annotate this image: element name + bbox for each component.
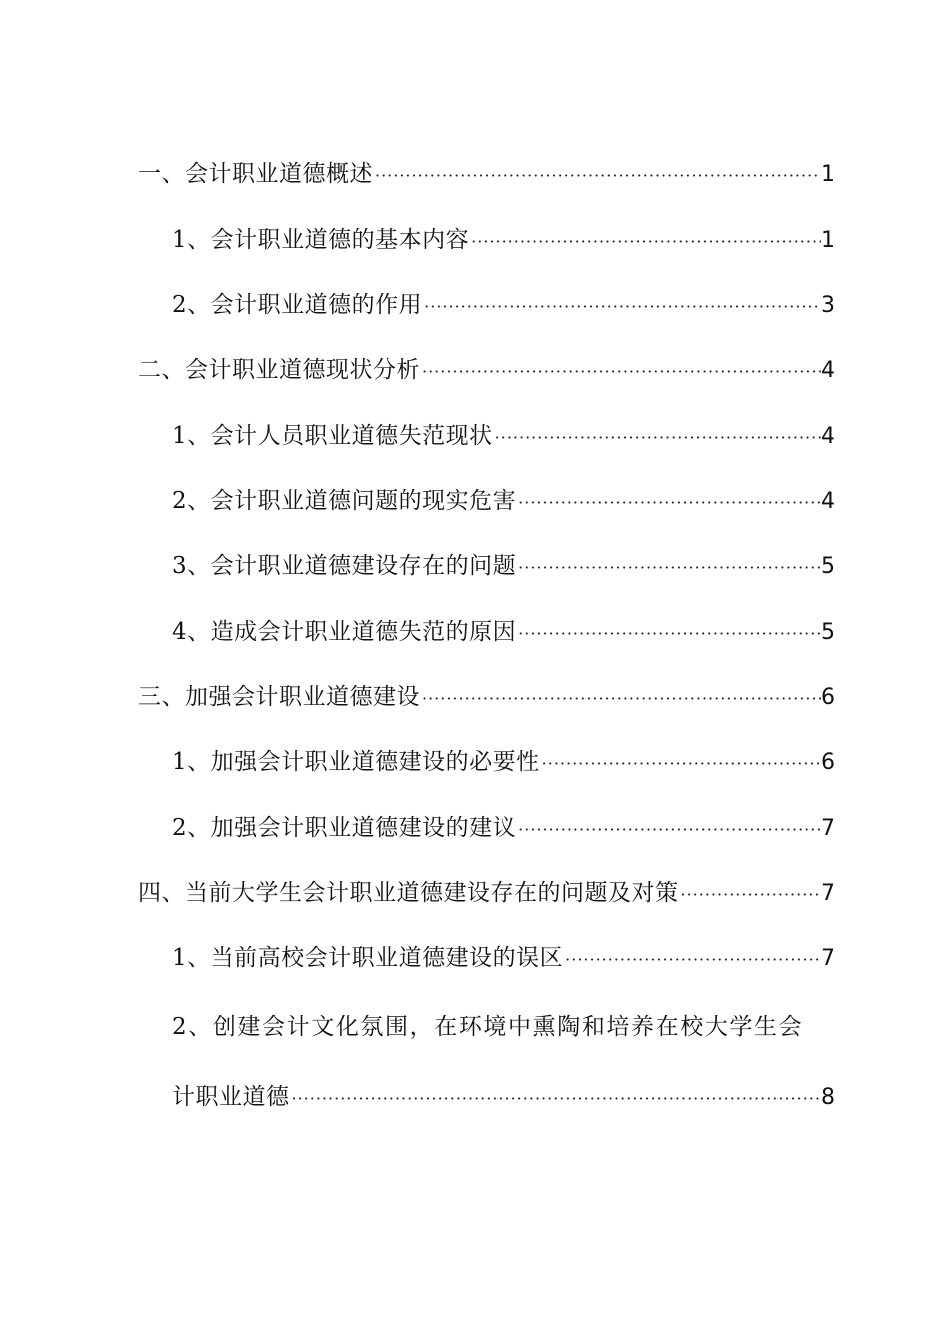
toc-entry-3-1[interactable] xyxy=(172,746,835,780)
toc-entry-1-1[interactable] xyxy=(172,224,835,258)
toc-entry-title: 1、会计职业道德的基本内容 xyxy=(172,227,470,253)
dot-leader xyxy=(420,683,821,715)
dot-leader xyxy=(516,618,821,650)
toc-entry-section-3[interactable] xyxy=(138,681,835,715)
toc-page-number: 1 xyxy=(821,162,835,187)
dot-leader xyxy=(679,879,822,911)
toc-page-number: 4 xyxy=(821,424,835,449)
toc-entry-title: 四、当前大学生会计职业道德建设存在的问题及对策 xyxy=(138,880,679,906)
toc-page-number: 6 xyxy=(821,685,835,710)
dot-leader xyxy=(540,748,821,780)
toc-entry-2-2[interactable] xyxy=(172,485,835,519)
toc-entry-title: 1、会计人员职业道德失范现状 xyxy=(172,423,493,449)
toc-page-number: 1 xyxy=(821,228,835,253)
dot-leader xyxy=(373,160,821,192)
toc-entry-title: 2、会计职业道德问题的现实危害 xyxy=(172,488,517,514)
toc-entry-title-continued: 计职业道德 xyxy=(172,1084,290,1110)
toc-page-number: 3 xyxy=(821,293,835,318)
toc-entry-4-2-line-2[interactable] xyxy=(172,1081,835,1115)
dot-leader xyxy=(516,552,821,584)
toc-entry-section-4[interactable] xyxy=(138,877,835,911)
dot-leader xyxy=(516,814,821,846)
dot-leader xyxy=(422,291,821,323)
toc-entry-title: 1、加强会计职业道德建设的必要性 xyxy=(172,749,540,775)
dot-leader xyxy=(469,226,821,258)
dot-leader xyxy=(493,422,821,454)
toc-entry-2-1[interactable] xyxy=(172,420,835,454)
toc-entry-section-1[interactable] xyxy=(138,158,835,192)
toc-entry-title: 三、加强会计职业道德建设 xyxy=(138,684,420,710)
toc-entry-1-2[interactable] xyxy=(172,289,835,323)
toc-page-number: 5 xyxy=(821,620,835,645)
toc-entry-title: 一、会计职业道德概述 xyxy=(138,161,373,187)
toc-page-number: 6 xyxy=(821,750,835,775)
toc-page-number: 5 xyxy=(821,554,835,579)
toc-entry-title: 二、会计职业道德现状分析 xyxy=(138,357,420,383)
toc-entry-4-1[interactable] xyxy=(172,942,835,976)
toc-entry-title: 2、加强会计职业道德建设的建议 xyxy=(172,815,517,841)
dot-leader xyxy=(516,487,821,519)
toc-page-number: 8 xyxy=(821,1085,835,1110)
toc-entry-title: 4、造成会计职业道德失范的原因 xyxy=(172,619,517,645)
dot-leader xyxy=(420,356,821,388)
toc-page-number: 7 xyxy=(821,946,835,971)
toc-entry-title: 1、当前高校会计职业道德建设的误区 xyxy=(172,945,564,971)
toc-entry-title: 3、会计职业道德建设存在的问题 xyxy=(172,553,517,579)
toc-page-number: 7 xyxy=(821,816,835,841)
dot-leader xyxy=(563,944,821,976)
toc-entry-3-2[interactable] xyxy=(172,812,835,846)
toc-entry-title: 2、会计职业道德的作用 xyxy=(172,292,423,318)
toc-entry-4-2-line-1[interactable] xyxy=(172,1011,835,1043)
toc-entry-2-4[interactable] xyxy=(172,616,835,650)
toc-entry-title: 2、创建会计文化氛围，在环境中熏陶和培养在校大学生会 xyxy=(172,1014,804,1040)
dot-leader xyxy=(290,1083,822,1115)
toc-entry-2-3[interactable] xyxy=(172,550,835,584)
toc-page-number: 4 xyxy=(821,358,835,383)
toc-page-number: 7 xyxy=(821,881,835,906)
toc-entry-section-2[interactable] xyxy=(138,354,835,388)
toc-page-number: 4 xyxy=(821,489,835,514)
